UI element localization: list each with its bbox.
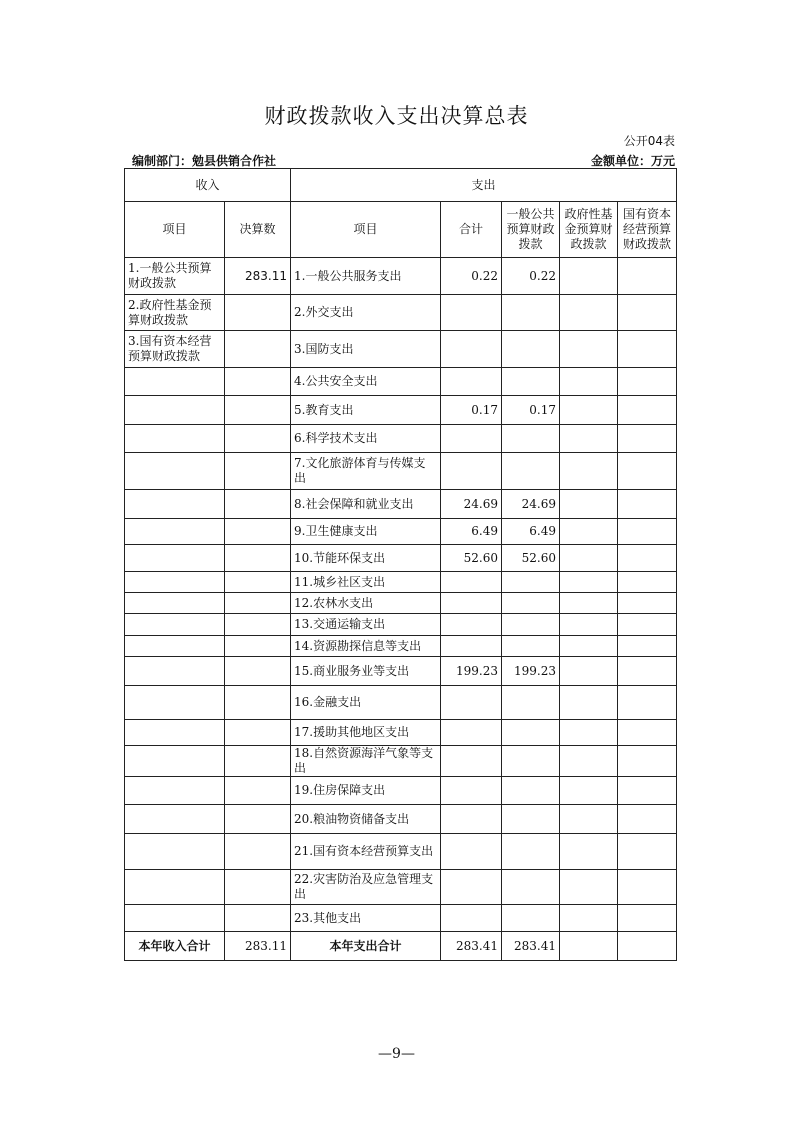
expense-gov-fund-cell <box>560 720 618 746</box>
income-item-cell: 3.国有资本经营预算财政拨款 <box>125 331 225 368</box>
expense-state-capital-cell <box>618 331 677 368</box>
expense-item-cell: 7.文化旅游体育与传媒支出 <box>291 453 441 490</box>
income-amount-cell <box>225 519 291 545</box>
table-body <box>125 258 677 932</box>
table-row <box>125 519 677 545</box>
expense-total-cell: 24.69 <box>441 490 502 519</box>
income-item-cell <box>125 657 225 686</box>
income-amount-cell <box>225 453 291 490</box>
expense-total-general: 283.41 <box>502 932 560 961</box>
expense-state-capital-cell <box>618 258 677 295</box>
expense-state-capital-cell <box>618 425 677 453</box>
expense-gov-fund-cell <box>560 777 618 805</box>
unit-label: 金额单位：万元 <box>590 154 675 168</box>
income-item-cell <box>125 746 225 777</box>
expense-state-capital-cell <box>618 636 677 657</box>
income-item-cell <box>125 905 225 932</box>
expense-item-cell: 22.灾害防治及应急管理支出 <box>291 870 441 905</box>
expense-total-cell <box>441 805 502 834</box>
income-item-cell <box>125 490 225 519</box>
income-amount-cell <box>225 545 291 572</box>
expense-general-cell: 52.60 <box>502 545 560 572</box>
expense-gov-fund-cell <box>560 331 618 368</box>
table-row <box>125 657 677 686</box>
header-gov-fund: 政府性基金预算财政拨款 <box>560 202 618 258</box>
expense-total-cell: 0.17 <box>441 396 502 425</box>
income-amount-cell <box>225 331 291 368</box>
table-row <box>125 545 677 572</box>
expense-gov-fund-cell <box>560 905 618 932</box>
expense-item-cell: 21.国有资本经营预算支出 <box>291 834 441 870</box>
income-amount-cell <box>225 746 291 777</box>
expense-state-capital-cell <box>618 572 677 593</box>
income-item-cell <box>125 368 225 396</box>
department-label: 编制部门：勉县供销合作社 <box>132 154 277 168</box>
table-row <box>125 636 677 657</box>
expense-gov-fund-cell <box>560 657 618 686</box>
expense-state-capital-cell <box>618 453 677 490</box>
expense-total-cell <box>441 593 502 614</box>
expense-gov-fund-cell <box>560 396 618 425</box>
expense-total-cell <box>441 834 502 870</box>
header-total: 合计 <box>441 202 502 258</box>
income-item-cell <box>125 777 225 805</box>
expense-item-cell: 20.粮油物资储备支出 <box>291 805 441 834</box>
expense-state-capital-cell <box>618 545 677 572</box>
income-item-cell <box>125 614 225 636</box>
table-row <box>125 258 677 295</box>
expense-gov-fund-cell <box>560 686 618 720</box>
expense-total-cell <box>441 636 502 657</box>
expense-total-cell <box>441 777 502 805</box>
form-code: 公开04表 <box>623 134 675 148</box>
expense-general-cell <box>502 686 560 720</box>
totals-row <box>125 932 677 961</box>
expense-total-label: 本年支出合计 <box>291 932 441 961</box>
income-item-cell <box>125 545 225 572</box>
income-item-cell <box>125 572 225 593</box>
income-amount-cell <box>225 593 291 614</box>
expense-item-cell: 16.金融支出 <box>291 686 441 720</box>
budget-table <box>124 168 677 961</box>
expense-total-cell <box>441 870 502 905</box>
income-item-cell <box>125 636 225 657</box>
expense-general-cell <box>502 870 560 905</box>
expense-total-cell: 0.22 <box>441 258 502 295</box>
expense-general-cell <box>502 368 560 396</box>
expense-gov-fund-cell <box>560 805 618 834</box>
expense-general-cell <box>502 614 560 636</box>
income-item-cell: 2.政府性基金预算财政拨款 <box>125 295 225 331</box>
table-row <box>125 777 677 805</box>
expense-total-cell <box>441 331 502 368</box>
header-row-group <box>125 169 677 202</box>
expense-total-cell: 6.49 <box>441 519 502 545</box>
expense-gov-fund-cell <box>560 593 618 614</box>
page-title: 财政拨款收入支出决算总表 <box>264 104 529 128</box>
income-amount-cell <box>225 777 291 805</box>
income-total-label: 本年收入合计 <box>125 932 225 961</box>
expense-gov-fund-cell <box>560 519 618 545</box>
header-expense-item: 项目 <box>291 202 441 258</box>
income-item-cell <box>125 593 225 614</box>
income-amount-cell <box>225 657 291 686</box>
expense-gov-fund-cell <box>560 545 618 572</box>
income-amount-cell <box>225 905 291 932</box>
income-item-cell <box>125 720 225 746</box>
expense-total-cell <box>441 614 502 636</box>
header-row-columns <box>125 202 677 258</box>
income-item-cell <box>125 519 225 545</box>
income-item-cell <box>125 686 225 720</box>
income-amount-cell <box>225 870 291 905</box>
table-row <box>125 453 677 490</box>
income-item-cell: 1.一般公共预算财政拨款 <box>125 258 225 295</box>
expense-total-cell <box>441 425 502 453</box>
expense-item-cell: 15.商业服务业等支出 <box>291 657 441 686</box>
expense-general-cell: 0.17 <box>502 396 560 425</box>
expense-state-capital-cell <box>618 614 677 636</box>
table-row <box>125 720 677 746</box>
expense-state-capital-cell <box>618 368 677 396</box>
expense-general-cell: 24.69 <box>502 490 560 519</box>
income-amount-cell <box>225 636 291 657</box>
expense-state-capital-cell <box>618 657 677 686</box>
expense-gov-fund-cell <box>560 614 618 636</box>
header-state-capital: 国有资本经营预算财政拨款 <box>618 202 677 258</box>
expense-item-cell: 4.公共安全支出 <box>291 368 441 396</box>
table-row <box>125 593 677 614</box>
table-row <box>125 614 677 636</box>
income-amount-cell <box>225 686 291 720</box>
expense-total-cell <box>441 686 502 720</box>
table-row <box>125 490 677 519</box>
income-item-cell <box>125 396 225 425</box>
expense-total-cell: 199.23 <box>441 657 502 686</box>
income-amount-cell <box>225 720 291 746</box>
expense-total: 283.41 <box>441 932 502 961</box>
expense-gov-fund-cell <box>560 368 618 396</box>
expense-general-cell <box>502 746 560 777</box>
header-income-item: 项目 <box>125 202 225 258</box>
table-row <box>125 331 677 368</box>
income-amount-cell <box>225 368 291 396</box>
expense-total-gov-fund <box>560 932 618 961</box>
income-amount-cell <box>225 572 291 593</box>
expense-gov-fund-cell <box>560 453 618 490</box>
expense-item-cell: 13.交通运输支出 <box>291 614 441 636</box>
expense-general-cell <box>502 331 560 368</box>
expense-item-cell: 10.节能环保支出 <box>291 545 441 572</box>
expense-gov-fund-cell <box>560 834 618 870</box>
expense-item-cell: 11.城乡社区支出 <box>291 572 441 593</box>
expense-item-cell: 17.援助其他地区支出 <box>291 720 441 746</box>
expense-state-capital-cell <box>618 870 677 905</box>
expense-gov-fund-cell <box>560 295 618 331</box>
expense-general-cell <box>502 636 560 657</box>
income-amount-cell <box>225 805 291 834</box>
expense-total-cell: 52.60 <box>441 545 502 572</box>
expense-general-cell <box>502 905 560 932</box>
income-amount-cell <box>225 490 291 519</box>
expense-gov-fund-cell <box>560 490 618 519</box>
expense-item-cell: 19.住房保障支出 <box>291 777 441 805</box>
expense-state-capital-cell <box>618 805 677 834</box>
income-amount-cell: 283.11 <box>225 258 291 295</box>
expense-item-cell: 12.农林水支出 <box>291 593 441 614</box>
expense-gov-fund-cell <box>560 258 618 295</box>
expense-state-capital-cell <box>618 746 677 777</box>
expense-total-cell <box>441 572 502 593</box>
expense-item-cell: 2.外交支出 <box>291 295 441 331</box>
expense-general-cell: 6.49 <box>502 519 560 545</box>
expense-gov-fund-cell <box>560 636 618 657</box>
income-item-cell <box>125 870 225 905</box>
income-amount-cell <box>225 834 291 870</box>
expense-total-cell <box>441 746 502 777</box>
expense-general-cell <box>502 805 560 834</box>
expense-state-capital-cell <box>618 720 677 746</box>
table-row <box>125 834 677 870</box>
expense-state-capital-cell <box>618 777 677 805</box>
expense-gov-fund-cell <box>560 746 618 777</box>
expense-total-state-capital <box>618 932 677 961</box>
table-row <box>125 905 677 932</box>
table-row <box>125 396 677 425</box>
income-total-amount: 283.11 <box>225 932 291 961</box>
expense-general-cell <box>502 777 560 805</box>
expense-general-cell <box>502 295 560 331</box>
expense-total-cell <box>441 368 502 396</box>
expense-state-capital-cell <box>618 490 677 519</box>
expense-item-cell: 23.其他支出 <box>291 905 441 932</box>
expense-item-cell: 8.社会保障和就业支出 <box>291 490 441 519</box>
expense-state-capital-cell <box>618 519 677 545</box>
expense-general-cell <box>502 572 560 593</box>
expense-state-capital-cell <box>618 396 677 425</box>
expense-item-cell: 18.自然资源海洋气象等支出 <box>291 746 441 777</box>
expense-general-cell <box>502 593 560 614</box>
expense-total-cell <box>441 453 502 490</box>
expense-total-cell <box>441 905 502 932</box>
page-number: —9— <box>378 1046 415 1062</box>
expense-state-capital-cell <box>618 905 677 932</box>
header-expense: 支出 <box>291 169 677 202</box>
expense-total-cell <box>441 720 502 746</box>
header-income-amount: 决算数 <box>225 202 291 258</box>
income-item-cell <box>125 834 225 870</box>
expense-item-cell: 6.科学技术支出 <box>291 425 441 453</box>
table-row <box>125 295 677 331</box>
income-amount-cell <box>225 614 291 636</box>
expense-gov-fund-cell <box>560 425 618 453</box>
table-row <box>125 686 677 720</box>
income-item-cell <box>125 453 225 490</box>
expense-item-cell: 5.教育支出 <box>291 396 441 425</box>
expense-gov-fund-cell <box>560 572 618 593</box>
table-row <box>125 572 677 593</box>
expense-general-cell: 199.23 <box>502 657 560 686</box>
expense-item-cell: 1.一般公共服务支出 <box>291 258 441 295</box>
income-item-cell <box>125 425 225 453</box>
header-income: 收入 <box>125 169 291 202</box>
expense-gov-fund-cell <box>560 870 618 905</box>
expense-general-cell <box>502 834 560 870</box>
expense-state-capital-cell <box>618 834 677 870</box>
expense-general-cell <box>502 720 560 746</box>
header-general-budget: 一般公共预算财政拨款 <box>502 202 560 258</box>
expense-state-capital-cell <box>618 295 677 331</box>
income-item-cell <box>125 805 225 834</box>
expense-state-capital-cell <box>618 593 677 614</box>
expense-item-cell: 9.卫生健康支出 <box>291 519 441 545</box>
expense-general-cell: 0.22 <box>502 258 560 295</box>
expense-item-cell: 14.资源勘探信息等支出 <box>291 636 441 657</box>
income-amount-cell <box>225 396 291 425</box>
expense-state-capital-cell <box>618 686 677 720</box>
expense-general-cell <box>502 453 560 490</box>
income-amount-cell <box>225 425 291 453</box>
table-row <box>125 368 677 396</box>
income-amount-cell <box>225 295 291 331</box>
expense-item-cell: 3.国防支出 <box>291 331 441 368</box>
expense-general-cell <box>502 425 560 453</box>
table-row <box>125 870 677 905</box>
table-row <box>125 425 677 453</box>
expense-total-cell <box>441 295 502 331</box>
table-row <box>125 746 677 777</box>
table-row <box>125 805 677 834</box>
